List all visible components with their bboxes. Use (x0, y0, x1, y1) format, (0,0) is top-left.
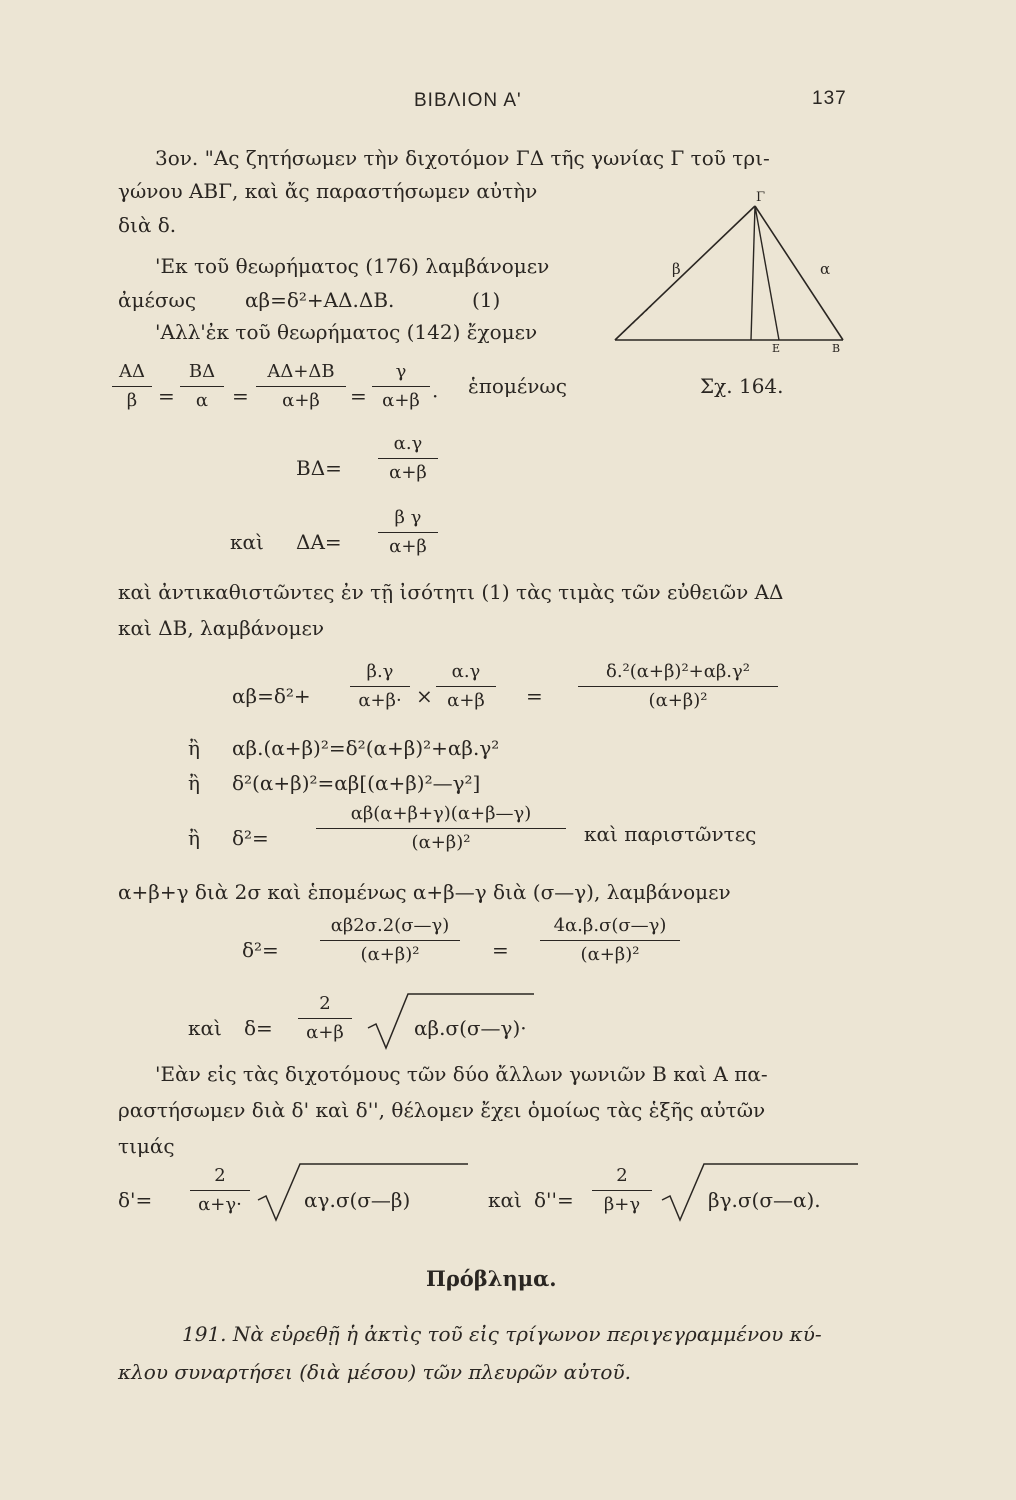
denominator: (α+β)² (360, 944, 420, 965)
denominator: α+β· (358, 690, 402, 711)
equals-sign: = (526, 684, 543, 708)
intro-line-5a: ἀμέσως (118, 288, 197, 312)
numerator: ΑΔ (119, 361, 145, 382)
denominator: α+β (282, 390, 320, 411)
delta-prime-lhs: δ'= (118, 1188, 153, 1212)
delta2-lhs: δ²= (242, 938, 279, 962)
denominator: α+β (447, 690, 485, 711)
delta-squared-lhs: δ²= (232, 826, 269, 850)
denominator: α+β (389, 536, 427, 557)
denominator: α+β (306, 1022, 344, 1043)
intro-line-1: 3ον. "Ας ζητήσωμεν τὴν διχοτόμον ΓΔ τῆς γωνίας Γ τοῦ τρι- (155, 146, 770, 170)
figure-label-beta: β (672, 260, 681, 278)
word-and: καὶ (188, 1016, 222, 1040)
or-word: ἢ (188, 826, 200, 850)
fraction-da (378, 506, 438, 559)
denominator: β (126, 390, 138, 411)
figure-label-b: Β (832, 342, 841, 355)
intro-line-4: 'Εκ τοῦ θεωρήματος (176) λαμβάνομεν (155, 254, 550, 278)
fraction-bd-over-a (180, 360, 224, 413)
fraction-bc (350, 660, 410, 713)
word-and: καὶ (230, 530, 264, 554)
radicand: αβ.σ(σ—γ)· (414, 1016, 527, 1040)
denominator: α+β (389, 462, 427, 483)
numerator: 2 (616, 1165, 628, 1186)
times-sign: × (416, 684, 433, 708)
para1-line-2: καὶ ΔΒ, λαμβάνομεν (118, 616, 325, 640)
problem-line-1: 191. Νὰ εὑρεθῇ ἡ ἀκτὶς τοῦ εἰς τρίγωνον περιγεγραμμένου κύ- (182, 1322, 822, 1346)
fraction-ac (436, 660, 496, 713)
numerator: 2 (319, 993, 331, 1014)
equals-sign: = (492, 938, 509, 962)
or-word: ἢ (188, 771, 200, 795)
or-word: ἢ (188, 736, 200, 760)
equation-number-1: (1) (472, 288, 501, 312)
fraction-two-over-sum (298, 992, 352, 1045)
denominator: (α+β)² (411, 832, 471, 853)
fraction-delta2-b (540, 914, 680, 967)
figure-label-alpha: α (820, 260, 831, 278)
para3-line-3: τιμάς (118, 1134, 175, 1158)
figure-label-e: Ε (772, 342, 781, 355)
denominator: (α+β)² (580, 944, 640, 965)
main-lhs: αβ=δ²+ (232, 684, 311, 708)
delta-lhs: δ= (244, 1016, 273, 1040)
derivation-line-2: δ²(α+β)²=αβ[(α+β)²—γ²] (232, 771, 481, 795)
equals-sign: = (350, 384, 367, 408)
fraction-sum-over-sum (256, 360, 346, 413)
radicand-2: βγ.σ(σ—α). (708, 1188, 821, 1212)
equals-sign: = (232, 384, 249, 408)
intro-line-5b: αβ=δ²+ΑΔ.ΔΒ. (245, 288, 395, 312)
denominator: α (195, 390, 209, 411)
radicand-1: αγ.σ(σ—β) (304, 1188, 411, 1212)
para3-line-2: ραστήσωμεν διὰ δ' καὶ δ'', θέλομεν ἔχει ὁμοίως τὰς ἑξῆς αὐτῶν (118, 1098, 766, 1122)
word-and: καὶ (488, 1188, 522, 1212)
numerator: β.γ (366, 661, 394, 682)
section-title: Πρόβλημα. (426, 1266, 557, 1291)
word-and-representing: καὶ παριστῶντες (584, 822, 757, 846)
numerator: β γ (394, 507, 422, 528)
fraction-delta2-a (320, 914, 460, 967)
bd-lhs: ΒΔ= (296, 456, 342, 480)
fraction-bd (378, 432, 438, 485)
numerator: αβ2σ.2(σ—γ) (330, 915, 450, 936)
delta-double-prime-lhs: δ''= (534, 1188, 574, 1212)
derivation-line-1: αβ.(α+β)²=δ²(α+β)²+αβ.γ² (232, 736, 500, 760)
running-header: ΒΙΒΛΙΟΝ Α' (414, 90, 522, 111)
word-consequently: ἑπομένως (468, 374, 567, 398)
denominator: α+β (382, 390, 420, 411)
figure-label-gamma: Γ (756, 190, 766, 205)
intro-line-2: γώνου ΑΒΓ, καὶ ἄς παραστήσωμεν αὐτὴν (118, 179, 538, 203)
numerator: γ (395, 361, 407, 382)
denominator: (α+β)² (648, 690, 708, 711)
numerator: 2 (214, 1165, 226, 1186)
fraction-c-over-sum (372, 360, 430, 413)
para2-line: α+β+γ διὰ 2σ καὶ ἑπομένως α+β—γ διὰ (σ—γ), λαμβάνομεν (118, 880, 731, 904)
numerator: α.γ (451, 661, 481, 682)
numerator: ΑΔ+ΔΒ (267, 361, 335, 382)
intro-line-3: διὰ δ. (118, 213, 177, 237)
numerator: δ.²(α+β)²+αβ.γ² (605, 661, 751, 682)
dot: · (432, 384, 439, 408)
fraction-combined (578, 660, 778, 713)
fraction-delta-squared (316, 802, 566, 855)
denominator: β+γ (603, 1194, 641, 1215)
intro-line-6: 'Αλλ'ἐκ τοῦ θεωρήματος (142) ἔχομεν (155, 320, 538, 344)
numerator: αβ(α+β+γ)(α+β—γ) (350, 803, 532, 824)
numerator: 4α.β.σ(σ—γ) (553, 915, 667, 936)
problem-line-2: κλου συναρτήσει (διὰ μέσου) τῶν πλευρῶν αὐτοῦ. (118, 1360, 631, 1384)
numerator: ΒΔ (188, 361, 216, 382)
figure-caption: Σχ. 164. (700, 374, 784, 398)
fraction-two-over-bc (592, 1164, 652, 1217)
da-lhs: ΔΑ= (296, 530, 342, 554)
para1-line-1: καὶ ἀντικαθιστῶντες ἐν τῇ ἰσότητι (1) τὰς τιμὰς τῶν εὐθειῶν ΑΔ (118, 580, 784, 604)
page-number: 137 (812, 88, 847, 109)
equals-sign: = (158, 384, 175, 408)
fraction-two-over-ac (190, 1164, 250, 1217)
para3-line-1: 'Εὰν εἰς τὰς διχοτόμους τῶν δύο ἄλλων γωνιῶν Β καὶ Α πα- (155, 1062, 768, 1086)
numerator: α.γ (393, 433, 423, 454)
denominator: α+γ· (198, 1194, 242, 1215)
fraction-ad-over-b (112, 360, 152, 413)
